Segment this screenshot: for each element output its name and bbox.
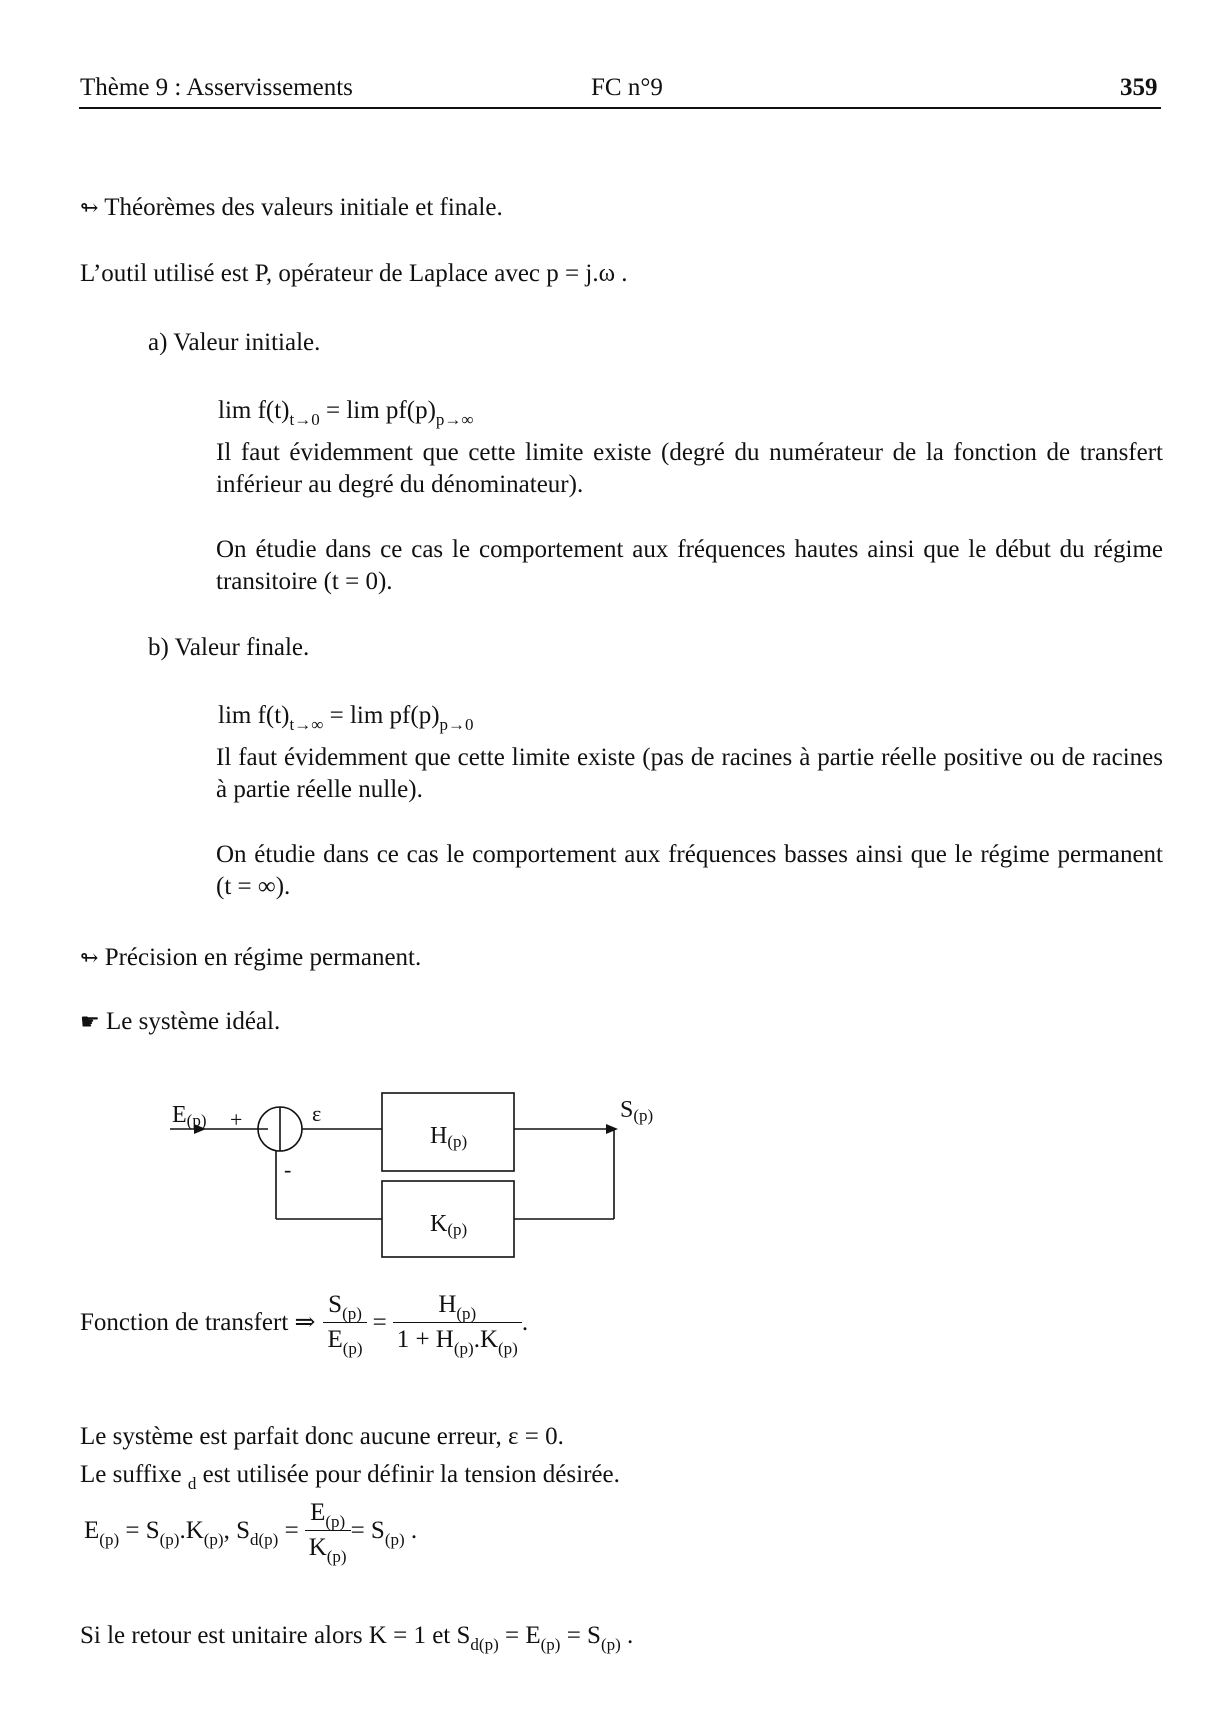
paragraph-initial-condition: Il faut évidemment que cette limite existe (degré du numérateur de la fonction de transfert inférieur au degré du dénominateur). — [216, 439, 1163, 498]
paragraph-final-behaviour: On étudie dans ce cas le comportement aux fréquences basses ainsi que le régime permanent (t = ∞). — [216, 841, 1163, 900]
section-heading-precision — [80, 942, 421, 974]
ratio-denominator: $K_{(p)}$ — [308, 1534, 347, 1566]
formula-subscript: t→∞ — [289, 715, 324, 734]
transfer-function — [80, 1290, 529, 1358]
feedback-block-label: K(p) — [430, 1211, 468, 1239]
formula-part: lim f(t) — [218, 702, 290, 729]
subsection-title: Le système idéal. — [105, 1008, 281, 1035]
section-title: Précision en régime permanent. — [104, 944, 422, 971]
pointing-hand-icon: ☛ — [80, 1009, 100, 1034]
laplace-intro: L’outil utilisé est P, opérateur de Laplace avec p = j.ω . — [80, 260, 628, 287]
desired-output-equation: $E_{(p)} = S_{(p)}.K_{(p)}$, $S_{d(p)}$ = $\frac{E_{(p)}}{K_{(p)}}$ = $S_{(p)}$ . — [84, 1499, 418, 1566]
formula-part: lim f(t) — [218, 397, 290, 424]
subheading-initial-value: a) Valeur initiale. — [148, 329, 321, 356]
formula-initial-value — [218, 395, 474, 427]
formula-final-value — [218, 700, 474, 732]
ratio-numerator: $E_{(p)}$ — [305, 1498, 351, 1531]
rhs-numerator: $H_{(p)}$ — [393, 1290, 522, 1323]
formula-subscript: p→0 — [439, 715, 474, 734]
formula-subscript: t→0 — [289, 410, 320, 429]
feedback-block-k — [382, 1181, 514, 1257]
subsection-ideal-system — [80, 1006, 280, 1038]
paragraph-final-condition: Il faut évidemment que cette limite existe (pas de racines à partie réelle positive ou de racines à partie réelle nulle). — [216, 744, 1163, 803]
section-heading-theorems — [80, 192, 503, 224]
output-arrowhead — [606, 1124, 618, 1134]
conclusion-line-2: Le suffixe $_d$ est utilisée pour définir la tension désirée. — [80, 1461, 620, 1493]
rhs-denominator: $1 + H_{(p)}.K_{(p)}$ — [396, 1326, 518, 1358]
header-page-number: 359 — [1120, 74, 1158, 101]
section-title: Théorèmes des valeurs initiale et finale. — [104, 194, 503, 221]
conclusion-line-1: Le système est parfait donc aucune erreur, ε = 0. — [80, 1423, 564, 1450]
unit-feedback-line: Si le retour est unitaire alors K = 1 et $S_{d(p)} = E_{(p)} = S_{(p)}$ . — [80, 1622, 634, 1654]
lhs-fraction — [323, 1290, 366, 1358]
output-signal-label: S(p) — [620, 1097, 654, 1125]
minus-sign: - — [284, 1157, 292, 1182]
input-signal-label: E(p) — [172, 1102, 207, 1130]
header-sheet-number: FC n°9 — [591, 74, 663, 101]
rhs-fraction — [393, 1290, 522, 1358]
transfer-label: Fonction de transfert ⇒ — [80, 1308, 316, 1336]
ratio-fraction — [305, 1498, 351, 1566]
formula-part: = lim pf(p) — [323, 702, 440, 729]
end-period: . — [521, 1308, 529, 1336]
header-chapter-title: Thème 9 : Asservissements — [80, 74, 353, 101]
lhs-denominator: $E_{(p)}$ — [327, 1326, 363, 1358]
paragraph-initial-behaviour: On étudie dans ce cas le comportement aux fréquences hautes ainsi que le début du régime transitoire (t = 0). — [216, 536, 1163, 595]
plus-sign: + — [230, 1107, 243, 1132]
formula-subscript: p→∞ — [435, 410, 474, 429]
arrow-bullet-icon: ↬ — [80, 195, 99, 220]
arrow-bullet-icon: ↬ — [80, 945, 99, 970]
error-signal-label: ε — [312, 1101, 322, 1126]
equals-sign: = — [372, 1308, 387, 1336]
header-rule — [79, 107, 1161, 109]
forward-block-label: H(p) — [430, 1123, 468, 1151]
subheading-final-value: b) Valeur finale. — [148, 634, 310, 661]
block-diagram — [160, 1085, 680, 1275]
formula-part: = lim pf(p) — [319, 397, 436, 424]
lhs-numerator: $S_{(p)}$ — [323, 1290, 366, 1323]
